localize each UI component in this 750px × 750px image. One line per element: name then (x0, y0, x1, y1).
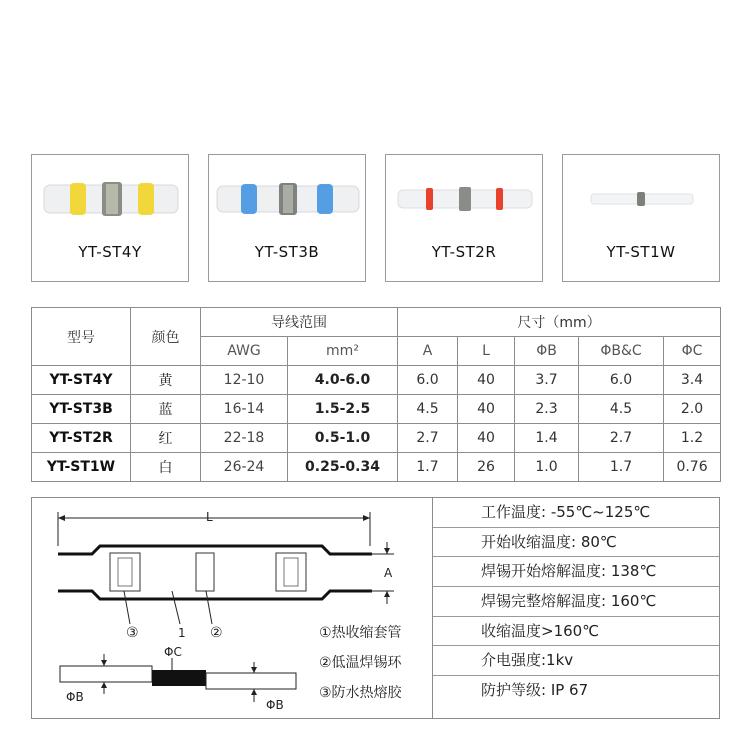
label-2: ② (210, 625, 223, 641)
property-dielectric: 介电强度:1kv (433, 646, 719, 676)
legend-item: ②低温焊锡环 (319, 655, 402, 671)
cell-mm2: 0.5-1.0 (288, 424, 398, 453)
cell-phib: 1.0 (515, 453, 579, 482)
cell-l: 40 (458, 424, 515, 453)
label-phic: ΦC (164, 645, 182, 659)
product-model-label: YT-ST2R (431, 243, 497, 261)
header-a: A (398, 337, 458, 366)
table-row (32, 395, 721, 424)
cell-phib: 2.3 (515, 395, 579, 424)
cell-model: YT-ST3B (32, 395, 131, 424)
legend-item: ③防水热熔胶 (319, 685, 402, 701)
property-shrink-temp: 收缩温度>160℃ (433, 617, 719, 647)
cell-color: 黄 (131, 366, 201, 395)
cell-phibc: 2.7 (579, 424, 664, 453)
cell-phib: 1.4 (515, 424, 579, 453)
cell-mm2: 1.5-2.5 (288, 395, 398, 424)
product-card-yt-st1w (562, 154, 720, 282)
header-color: 颜色 (131, 308, 201, 366)
cell-l: 26 (458, 453, 515, 482)
connector-image (563, 169, 721, 229)
property-shrink-start-temp: 开始收缩温度: 80℃ (433, 528, 719, 558)
cell-model: YT-ST4Y (32, 366, 131, 395)
cell-awg: 16-14 (201, 395, 288, 424)
cell-phibc: 4.5 (579, 395, 664, 424)
cell-color: 蓝 (131, 395, 201, 424)
header-phib: ΦB (515, 337, 579, 366)
cell-awg: 26-24 (201, 453, 288, 482)
cell-awg: 12-10 (201, 366, 288, 395)
property-protection: 防护等级: IP 67 (481, 681, 589, 700)
properties-list (433, 498, 719, 706)
cell-mm2: 4.0-6.0 (288, 366, 398, 395)
label-3: ③ (126, 625, 139, 641)
cell-color: 红 (131, 424, 201, 453)
header-phic: ΦC (664, 337, 721, 366)
cell-mm2: 0.25-0.34 (288, 453, 398, 482)
cell-phic: 0.76 (664, 453, 721, 482)
cell-phic: 3.4 (664, 366, 721, 395)
property-solder-melt-start: 焊锡开始熔解温度: 138℃ (433, 557, 719, 587)
cell-phib: 3.7 (515, 366, 579, 395)
label-1: 1 (178, 626, 186, 640)
legend-item: ①热收缩套管 (319, 625, 402, 641)
product-model-label: YT-ST3B (254, 243, 320, 261)
cell-a: 1.7 (398, 453, 458, 482)
connector-image (386, 169, 544, 229)
header-phibc: ΦB&C (579, 337, 664, 366)
connector-image (209, 169, 367, 229)
product-card-yt-st4y (31, 154, 189, 282)
spec-table (31, 307, 721, 482)
cell-phic: 1.2 (664, 424, 721, 453)
cell-awg: 22-18 (201, 424, 288, 453)
product-card-yt-st2r (385, 154, 543, 282)
table-row (32, 424, 721, 453)
product-card-yt-st3b (208, 154, 366, 282)
cell-l: 40 (458, 366, 515, 395)
header-l: L (458, 337, 515, 366)
cell-phibc: 1.7 (579, 453, 664, 482)
header-size: 尺寸（mm） (398, 308, 721, 337)
header-wire-range: 导线范围 (201, 308, 398, 337)
property-solder-melt-full: 焊锡完整熔解温度: 160℃ (433, 587, 719, 617)
diagram-panel (31, 497, 720, 719)
header-mm2: mm² (288, 337, 398, 366)
connector-image (32, 169, 190, 229)
cell-a: 6.0 (398, 366, 458, 395)
cell-a: 2.7 (398, 424, 458, 453)
cell-color: 白 (131, 453, 201, 482)
property-working-temp: 工作温度: -55℃~125℃ (433, 498, 719, 528)
cell-model: YT-ST1W (32, 453, 131, 482)
table-row (32, 366, 721, 395)
table-row (32, 453, 721, 482)
label-phib-right: ΦB (266, 698, 284, 712)
cell-model: YT-ST2R (32, 424, 131, 453)
label-phib-left: ΦB (66, 690, 84, 704)
cell-phibc: 6.0 (579, 366, 664, 395)
cell-phic: 2.0 (664, 395, 721, 424)
cell-l: 40 (458, 395, 515, 424)
product-model-label: YT-ST1W (606, 243, 676, 261)
label-a: A (384, 566, 393, 580)
product-model-label: YT-ST4Y (78, 243, 142, 261)
label-l: L (206, 510, 213, 524)
header-awg: AWG (201, 337, 288, 366)
cell-a: 4.5 (398, 395, 458, 424)
header-model: 型号 (32, 308, 131, 366)
